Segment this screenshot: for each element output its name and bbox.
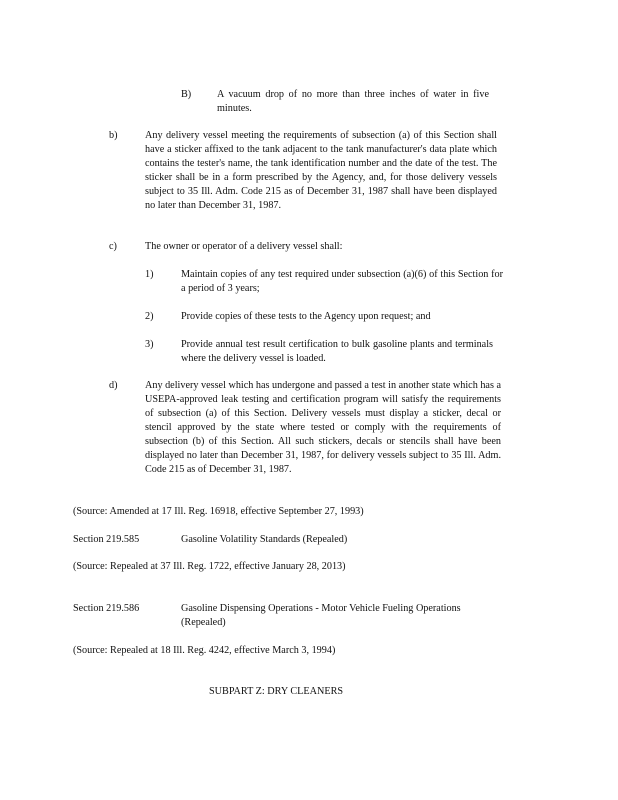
item-B-label: B) [181,89,192,100]
source-note-2: (Source: Repealed at 37 Ill. Reg. 1722, effective January 28, 2013) [73,561,346,572]
item-c2-text: Provide copies of these tests to the Agency upon request; and [181,311,431,322]
item-c3-text: Provide annual test result certification to bulk gasoline plants and terminals where the delivery vessel is loaded. [181,339,493,364]
item-d-label: d) [109,380,118,391]
item-c2-label: 2) [145,311,154,322]
source-note-1: (Source: Amended at 17 Ill. Reg. 16918, effective September 27, 1993) [73,506,364,517]
item-c-label: c) [109,241,117,252]
subpart-heading: SUBPART Z: DRY CLEANERS [209,686,344,697]
section-585-number: Section 219.585 [73,534,140,545]
item-c1-label: 1) [145,269,154,280]
section-585-title: Gasoline Volatility Standards (Repealed) [181,534,348,545]
item-c3-label: 3) [145,339,154,350]
source-note-3: (Source: Repealed at 18 Ill. Reg. 4242, effective March 3, 1994) [73,645,336,656]
section-586-number: Section 219.586 [73,603,140,614]
item-d-text: Any delivery vessel which has undergone and passed a test in another state which has a USEPA-approved leak testing and certification program will satisfy the requirements of subsection (a) of this Section. Delivery vessels must display a sticker, decal or stencil approved by the state where tested or comply with the requirements of subsection (b) of this Section. All such stickers, decals or stencils shall have been displayed no later than December 31, 1987, for delivery vessels subject to 35 Ill. Adm. Code 215 as of December 31, 1987. [145,380,501,475]
item-c1-text: Maintain copies of any test required under subsection (a)(6) of this Section for a period of 3 years; [181,269,503,294]
item-c-text: The owner or operator of a delivery vessel shall: [145,241,343,252]
item-b-label: b) [109,130,118,141]
item-B-text: A vacuum drop of no more than three inches of water in five minutes. [217,89,489,114]
section-586-title: Gasoline Dispensing Operations - Motor Vehicle Fueling Operations (Repealed) [181,603,461,628]
item-b-text: Any delivery vessel meeting the requirements of subsection (a) of this Section shall have a sticker affixed to the tank adjacent to the tank manufacturer's data plate which contains the tester's name, the tank identification number and the date of the test. The sticker shall be in a form prescribed by the Agency, and, for those delivery vessels subject to 35 Ill. Adm. Code 215 as of December 31, 1987 shall have been displayed no later than December 31, 1987. [145,130,497,211]
